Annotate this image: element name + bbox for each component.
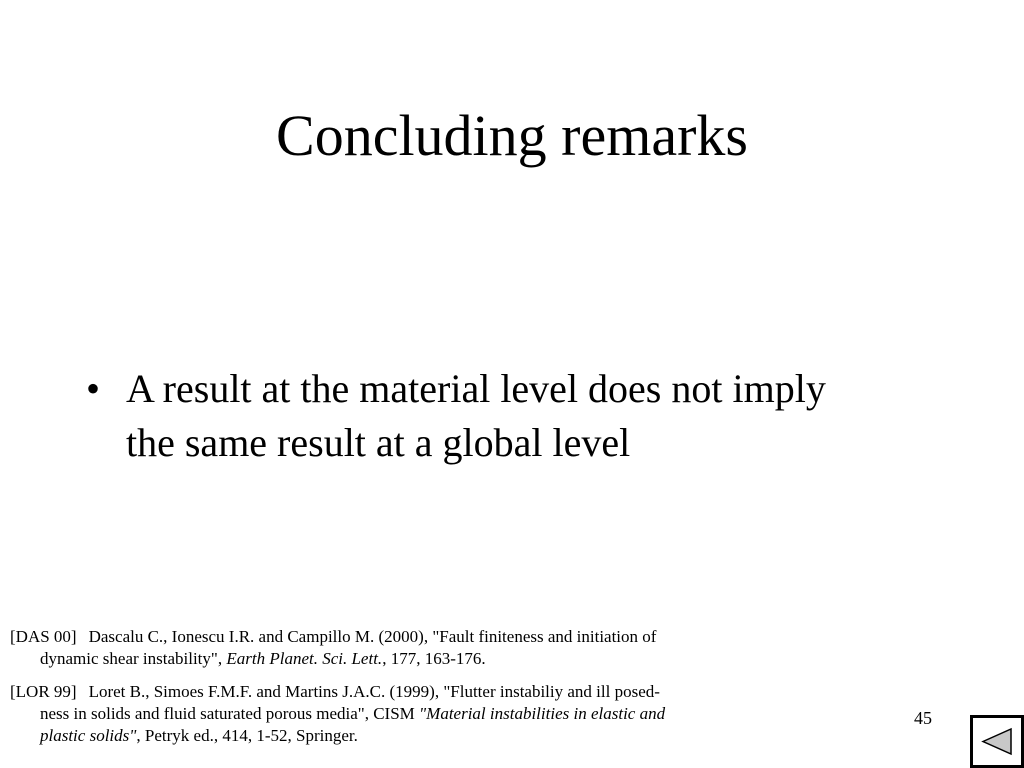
reference-item: [10, 626, 760, 670]
reference-line: [10, 703, 760, 725]
reference-item: [10, 681, 760, 747]
bullet-marker: •: [86, 366, 101, 411]
previous-slide-button[interactable]: [970, 715, 1024, 768]
reference-line: [10, 725, 760, 747]
triangle-left-icon: [973, 718, 1021, 765]
reference-text: Loret B., Simoes F.M.F. and Martins J.A.C. (1999), "Flutter instabiliy and ill posed-: [88, 682, 660, 701]
bullet-text-line: the same result at a global level: [126, 420, 631, 465]
reference-book-title: plastic solids": [40, 726, 137, 745]
reference-text: , 177, 163-176.: [382, 649, 486, 668]
bullet-list: [86, 362, 966, 470]
bullet-item: [86, 362, 966, 470]
reference-journal: Earth Planet. Sci. Lett.: [226, 649, 383, 668]
reference-key: [DAS 00]: [10, 627, 77, 646]
references: [10, 626, 760, 758]
reference-key: [LOR 99]: [10, 682, 77, 701]
reference-line: [10, 681, 760, 703]
reference-text: , Petryk ed., 414, 1-52, Springer.: [136, 726, 358, 745]
bullet-text-line: A result at the material level does not imply: [126, 366, 826, 411]
slide-title: Concluding remarks: [276, 103, 748, 168]
reference-line: [10, 648, 760, 670]
page-number: 45: [914, 708, 932, 728]
reference-text: Dascalu C., Ionescu I.R. and Campillo M. (2000), "Fault finiteness and initiation of: [88, 627, 657, 646]
reference-text: ness in solids and fluid saturated porous media", CISM: [40, 704, 420, 723]
reference-text: dynamic shear instability",: [40, 649, 227, 668]
reference-book-title: "Material instabilities in elastic and: [419, 704, 666, 723]
reference-line: [10, 626, 760, 648]
